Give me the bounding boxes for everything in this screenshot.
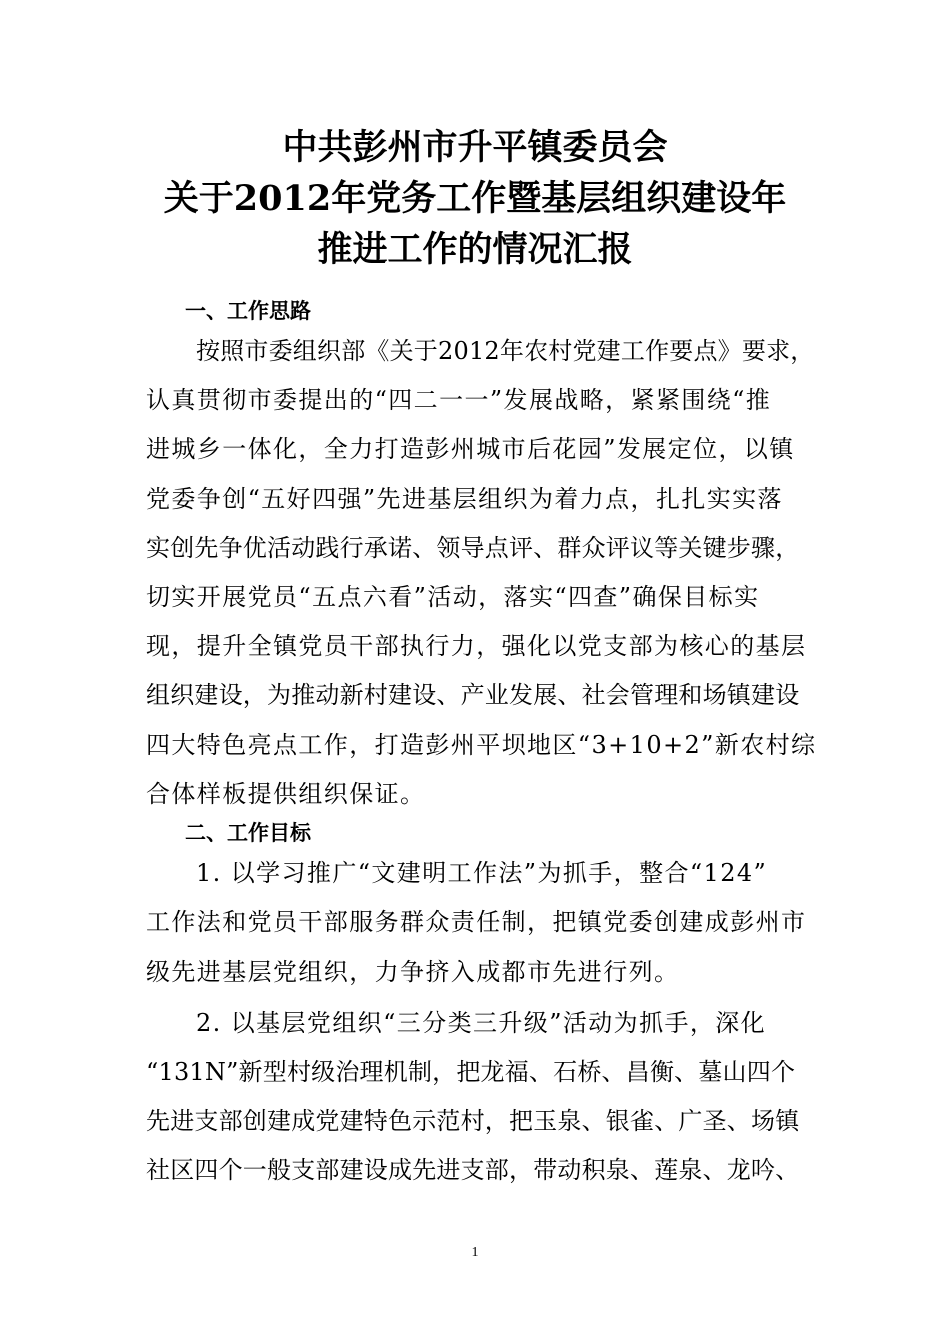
paragraph-line: 进城乡一体化，全力打造彭州城市后花园”发展定位，以镇 xyxy=(146,435,795,463)
document-title-line-3: 推进工作的情况汇报 xyxy=(317,229,633,270)
document-title-line-1: 中共彭州市升平镇委员会 xyxy=(282,127,668,168)
paragraph-line: 工作法和党员干部服务群众责任制，把镇党委创建成彭州市 xyxy=(146,908,807,936)
paragraph-line: 级先进基层党组织，力争挤入成都市先进行列。 xyxy=(146,958,680,986)
section-heading-work-ideas: 一、工作思路 xyxy=(185,299,311,323)
paragraph-line: 1. 以学习推广“文建明工作法”为抓手，整合“124” xyxy=(196,859,768,887)
document-title-line-2: 关于2012年党务工作暨基层组织建设年 xyxy=(163,178,787,219)
paragraph-line: 实创先争优活动践行承诺、领导点评、群众评议等关键步骤， xyxy=(146,534,800,562)
paragraph-line: 认真贯彻市委提出的“四二一一”发展战略，紧紧围绕“推 xyxy=(146,386,772,414)
paragraph-line: 2. 以基层党组织“三分类三升级”活动为抓手，深化 xyxy=(196,1009,767,1037)
paragraph-line: 先进支部创建成党建特色示范村，把玉泉、银雀、广圣、场镇 xyxy=(146,1107,800,1135)
paragraph-line: 现，提升全镇党员干部执行力，强化以党支部为核心的基层 xyxy=(146,632,807,660)
page-number: 1 xyxy=(471,1245,479,1260)
paragraph-line: 合体样板提供组织保证。 xyxy=(146,780,426,808)
paragraph-line: 组织建设，为推动新村建设、产业发展、社会管理和场镇建设 xyxy=(146,681,800,709)
paragraph-line: 社区四个一般支部建设成先进支部，带动积泉、莲泉、龙吟、 xyxy=(146,1156,800,1184)
paragraph-line: 按照市委组织部《关于2012年农村党建工作要点》要求， xyxy=(196,337,815,365)
paragraph-line: 切实开展党员“五点六看”活动，落实“四查”确保目标实 xyxy=(146,583,760,611)
section-heading-work-goals: 二、工作目标 xyxy=(185,821,311,845)
paragraph-line: “131N”新型村级治理机制，把龙福、石桥、昌衡、墓山四个 xyxy=(146,1058,796,1086)
paragraph-line: 党委争创“五好四强”先进基层组织为着力点，扎扎实实落 xyxy=(146,485,783,513)
paragraph-line: 四大特色亮点工作，打造彭州平坝地区“3+10+2”新农村综 xyxy=(146,731,817,759)
